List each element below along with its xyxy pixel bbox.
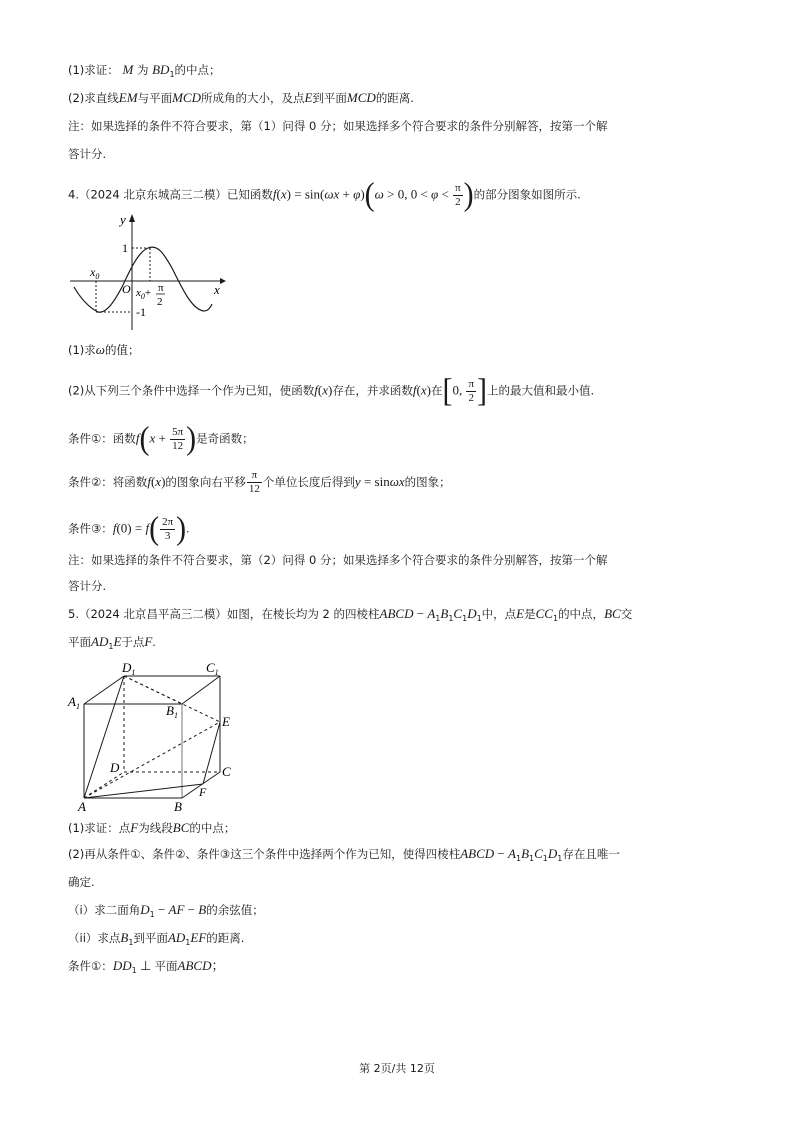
label-B: B: [174, 799, 182, 812]
label-D: D: [110, 760, 120, 775]
neg-one-label: -1: [136, 305, 146, 319]
q5-part2: (2)再从条件①、条件②、条件③这三个条件中选择两个作为已知，使得四棱柱ABCD − $A_1B_1C_1D_1$存在且唯一: [68, 846, 620, 863]
q3-part2: (2)求直线EM与平面MCD所成角的大小，及点E到平面MCD的距离.: [68, 90, 414, 105]
label-F: F: [199, 785, 207, 799]
q5-sub-i: （i）求二面角$D_1$ − AF − B的余弦值；: [68, 902, 264, 919]
y-axis-label: y: [120, 212, 126, 227]
q5-stem-2: 平面$AD_1E$于点F.: [68, 634, 156, 651]
label-A: A: [78, 799, 86, 812]
prism-figure: [66, 660, 246, 812]
x-axis-label: x: [214, 282, 220, 297]
q4-condition-1: 条件①：函数f(x + $\frac{5\pi}{12}$ )是奇函数；: [68, 420, 254, 457]
two-label: 2: [157, 296, 163, 308]
x0-label: $x_0$: [90, 265, 100, 281]
q4-part2: (2)从下列三个条件中选择一个作为已知，使函数f(x)存在，并求函数f(x)在[0, $\frac{\pi}{2}$ ]上的最大值和最小值.: [68, 372, 595, 409]
q4-condition-3: 条件③：f(0) = f( $\frac{2\pi}{3}$ ).: [68, 510, 190, 547]
q5-part2-end: 确定.: [68, 875, 95, 889]
x0-pi-label: $x_0+$: [136, 287, 152, 301]
label-A1: $A_1$: [68, 694, 80, 711]
origin-label: O: [122, 282, 131, 296]
page-footer: 第 2页/共 12页: [359, 1062, 435, 1075]
q4-condition-2: 条件②：将函数f(x)的图象向右平移 $\frac{\pi}{12}$ 个单位长度后得到y = sinωx的图象；: [68, 469, 451, 495]
label-B1: $B_1$: [166, 703, 178, 720]
q4-note: 注：如果选择的条件不符合要求，第（2）问得 0 分；如果选择多个符合要求的条件分别解答，按第一个解: [68, 553, 608, 567]
label-D1: $D_1$: [122, 660, 136, 677]
sine-graph: [66, 212, 226, 332]
q5-stem: 5.（2024 北京昌平高三二模）如图，在棱长均为 2 的四棱柱ABCD − $A_1B_1C_1D_1$中，点E是$CC_1$的中点，BC交: [68, 606, 633, 623]
q5-sub-ii: （ii）求点$B_1$到平面$AD_1EF$的距离.: [68, 930, 245, 947]
q5-condition-1: 条件①：$DD_1$ ⊥ 平面ABCD；: [68, 958, 225, 975]
pi-label: π: [158, 282, 164, 294]
one-label: 1: [122, 241, 128, 255]
q3-part1: (1)求证： M 为 $BD_1$的中点；: [68, 62, 221, 79]
q5-part1: (1)求证：点F为线段BC的中点；: [68, 820, 236, 835]
q4-stem: 4.（2024 北京东城高三二模）已知函数f(x) = sin(ωx + φ)(ω > 0, 0 < φ < $\frac{\pi}{2}$ )的部分图象如图所示.: [68, 176, 581, 213]
q3-note: 注：如果选择的条件不符合要求，第（1）问得 0 分；如果选择多个符合要求的条件分别解答，按第一个解: [68, 119, 608, 133]
q4-part1: (1)求ω的值；: [68, 342, 140, 357]
q4-note-end: 答计分.: [68, 579, 107, 593]
label-E: E: [222, 714, 230, 729]
q3-note-end: 答计分.: [68, 147, 107, 161]
label-C1: $C_1$: [206, 660, 219, 677]
label-C: C: [222, 764, 231, 779]
